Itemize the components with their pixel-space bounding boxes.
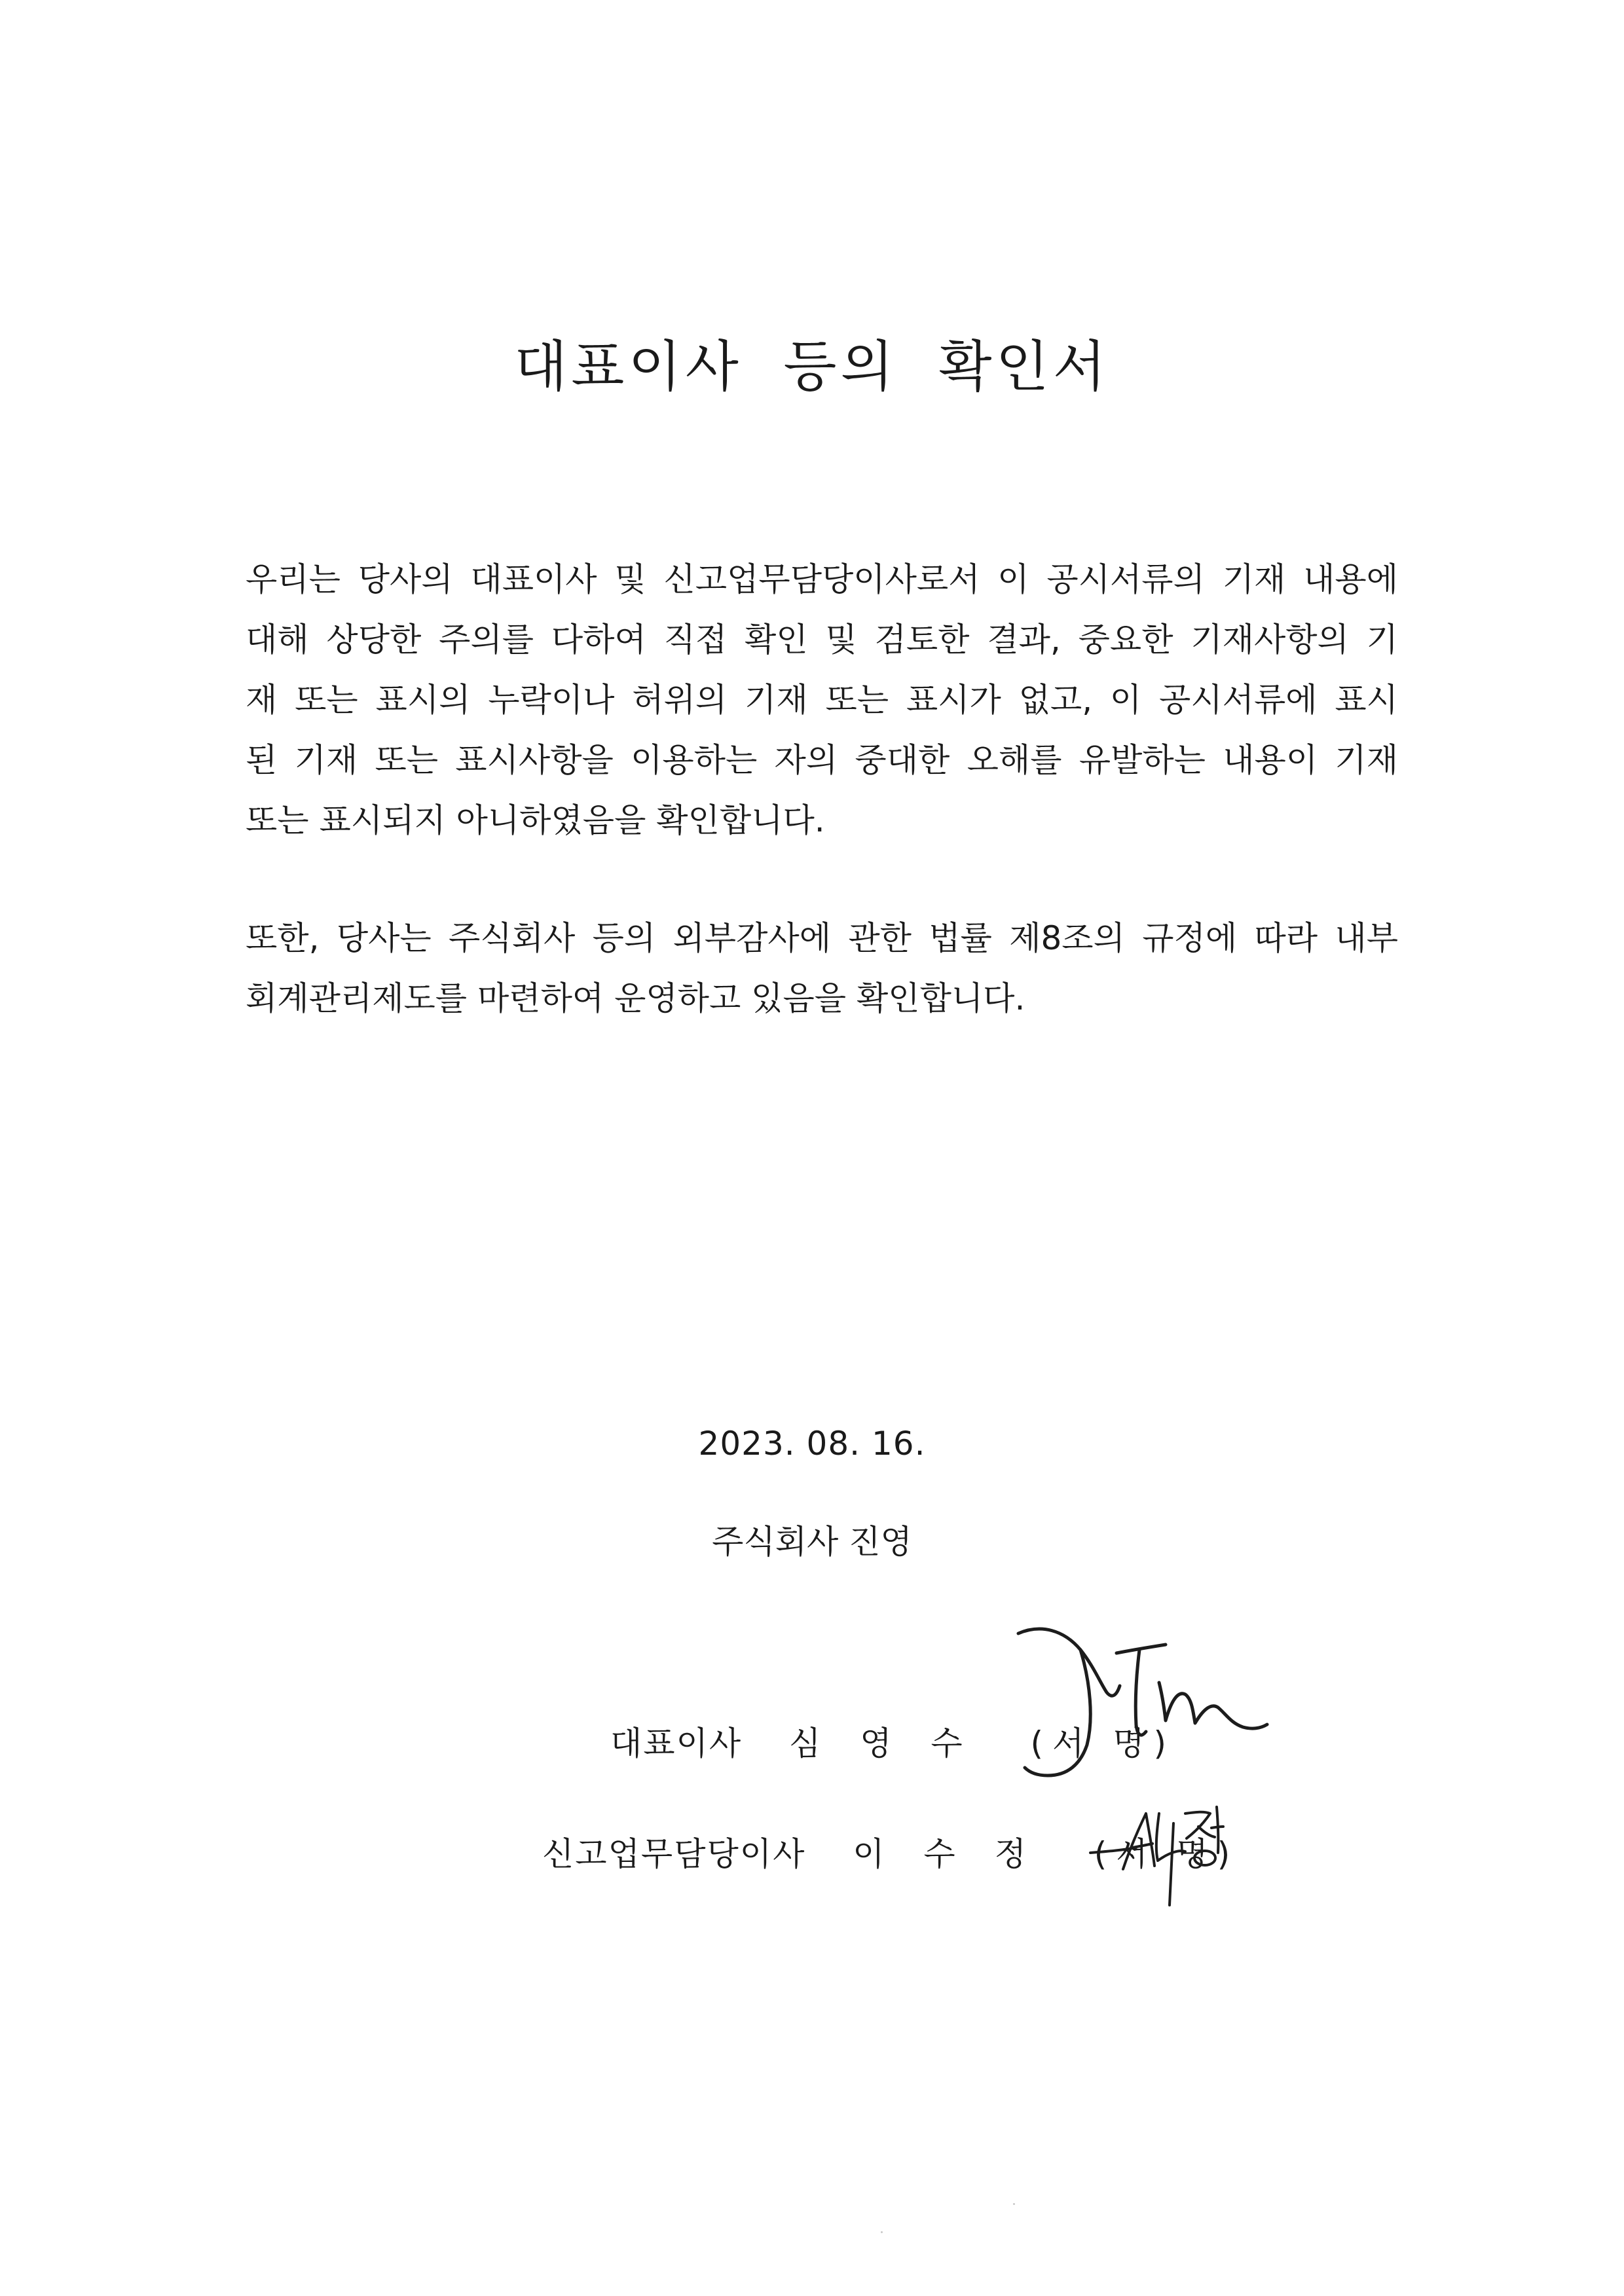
ceo-handwritten-signature [1002, 1604, 1277, 1813]
document-title: 대표이사 등의 확인서 [514, 335, 1110, 399]
signatory-name: 심 영 수 [789, 1724, 977, 1762]
signatory-role: 신고업무담당이사 [542, 1835, 806, 1873]
paragraph-line: 우리는 당사의 대표이사 및 신고업무담당이사로서 이 공시서류의 기재 내용에 [246, 560, 1398, 598]
signatory-name: 이 수 정 [853, 1835, 1041, 1873]
internal-control-paragraph [246, 908, 1398, 1029]
paragraph-line: 또는 표시되지 아니하였음을 확인합니다. [246, 801, 825, 839]
company-name: 주식회사 진영 [712, 1523, 912, 1561]
scan-speck [881, 2231, 883, 2233]
scan-speck [1013, 2203, 1015, 2205]
paragraph-line: 또한, 당사는 주식회사 등의 외부감사에 관한 법률 제8조의 규정에 따라 내부 [246, 919, 1398, 957]
paragraph-line: 회계관리제도를 마련하여 운영하고 있음을 확인합니다. [246, 979, 1025, 1017]
paragraph-line: 재 또는 표시의 누락이나 허위의 기재 또는 표시가 없고, 이 공시서류에 표시 [246, 681, 1398, 719]
signature-label: (서 명) [1094, 1835, 1240, 1873]
paragraph-line: 대해 상당한 주의를 다하여 직접 확인 및 검토한 결과, 중요한 기재사항의 기 [246, 621, 1398, 659]
paragraph-line: 된 기재 또는 표시사항을 이용하는 자의 중대한 오해를 유발하는 내용이 기재 [246, 741, 1398, 779]
confirmation-paragraph [246, 549, 1398, 850]
ceo-signature-line [610, 1721, 1175, 1766]
document-date: 2023. 08. 16. [698, 1425, 926, 1463]
disclosure-officer-signature-line [542, 1831, 1239, 1877]
signatory-role: 대표이사 [610, 1724, 743, 1762]
signature-label: (서 명) [1030, 1724, 1176, 1762]
